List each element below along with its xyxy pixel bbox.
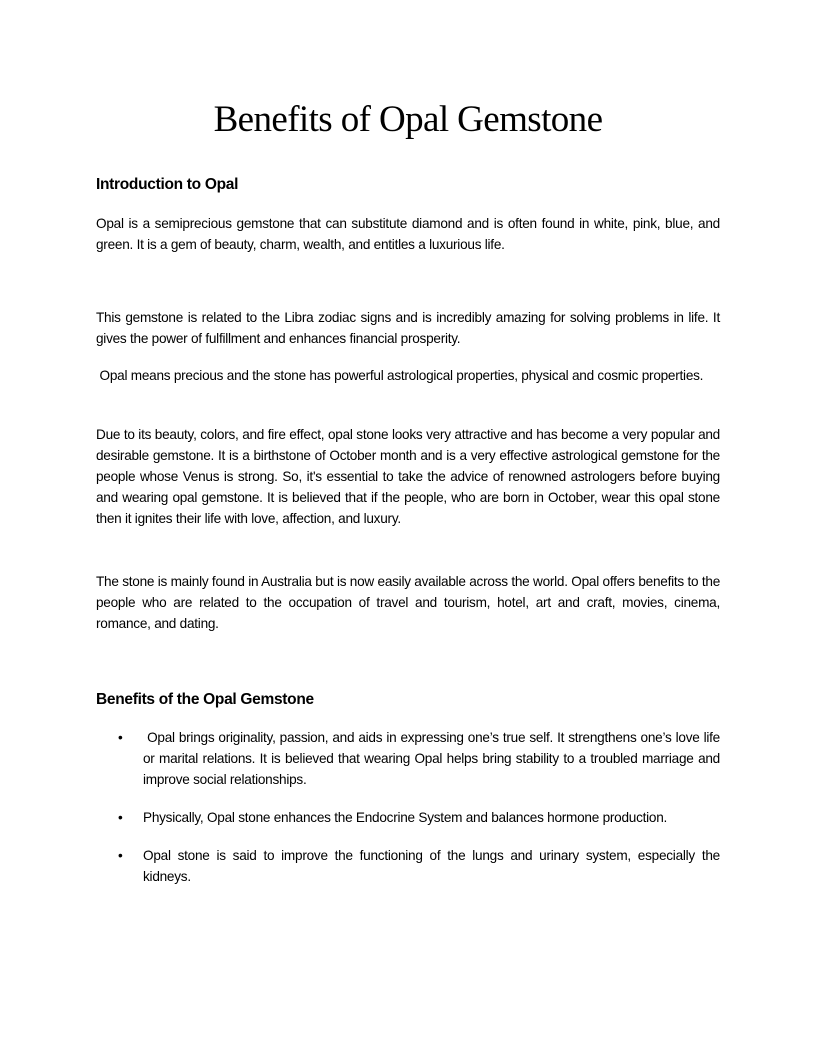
bullet-icon: • [118,730,123,745]
paragraph: Opal is a semiprecious gemstone that can substitute diamond and is often found in white, pink, blue, and green. It is a gem of beauty, charm, wealth, and entitles a luxurious life. [96,216,720,252]
list-item [96,845,720,887]
section-heading-introduction: Introduction to Opal [96,176,239,193]
document-title: Benefits of Opal Gemstone [213,99,603,140]
bullet-icon: • [118,848,123,863]
list-item [96,727,724,790]
section-heading-benefits: Benefits of the Opal Gemstone [96,691,314,708]
list-item [96,807,720,828]
benefits-list [96,727,724,904]
paragraph: This gemstone is related to the Libra zodiac signs and is incredibly amazing for solving problems in life. It gives the power of fulfillment and enhances financial prosperity. [96,310,720,346]
list-item-text: Opal brings originality, passion, and aids in expressing one’s true self. It strengthens one’s love life or marital relations. It is believed that wearing Opal helps bring stability to a troubled marriage and improve social relationships. [143,730,724,787]
paragraph: Opal means precious and the stone has powerful astrological properties, physical and cosmic properties. [96,368,704,383]
bullet-icon: • [118,810,123,825]
paragraph: Due to its beauty, colors, and fire effect, opal stone looks very attractive and has become a very popular and desirable gemstone. It is a birthstone of October month and is a very effective astrological gemstone for the people whose Venus is strong. So, it's essential to take the advice of renowned astrologers before buying and wearing opal gemstone. It is believed that if the people, who are born in October, wear this opal stone then it ignites their life with love, affection, and luxury. [96,427,720,526]
paragraph: The stone is mainly found in Australia but is now easily available across the world. Opal offers benefits to the people who are related to the occupation of travel and tourism, hotel, art and craft, movies, cinema, romance, and dating. [96,574,720,631]
list-item-text: Opal stone is said to improve the functioning of the lungs and urinary system, especially the kidneys. [143,848,720,884]
list-item-text: Physically, Opal stone enhances the Endocrine System and balances hormone production. [143,810,668,825]
